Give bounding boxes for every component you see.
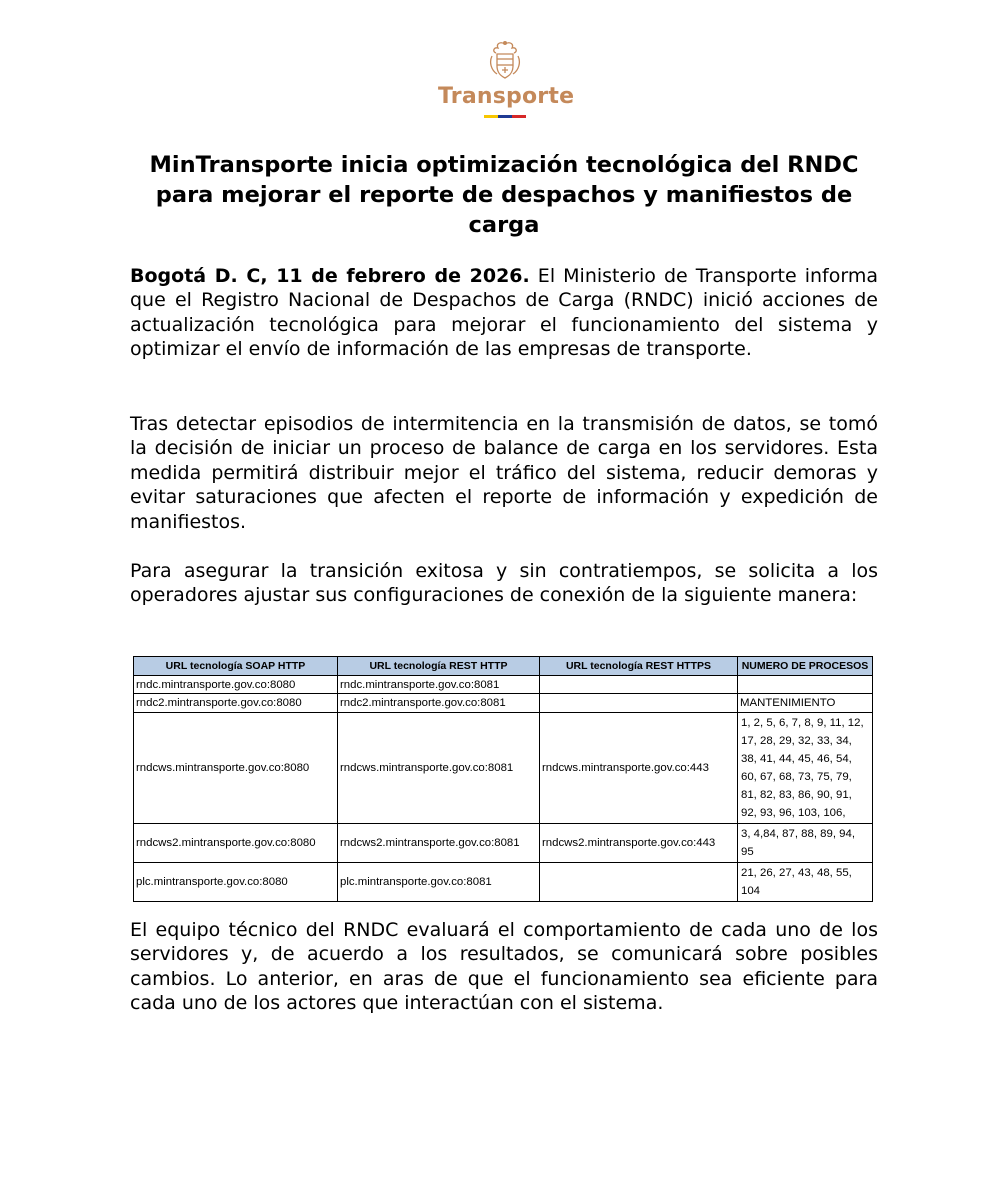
- cell-soap-url: plc.mintransporte.gov.co:8080: [134, 863, 338, 902]
- paragraph-closing: El equipo técnico del RNDC evaluará el comportamiento de cada uno de los servidores y, de acuerdo a los resultados, se comunicará sobre posibles cambios. Lo anterior, en aras de que el funcionamiento sea eficiente para cada uno de los actores que interactúan con el sistema.: [130, 919, 878, 1015]
- table-row: [134, 713, 873, 824]
- cell-processes: 3, 4,84, 87, 88, 89, 94, 95: [738, 824, 873, 863]
- table-row: [134, 863, 873, 902]
- ministry-logo: [438, 38, 575, 126]
- table-row: [134, 694, 873, 713]
- cell-https-url: [540, 676, 738, 694]
- header-process-numbers: NUMERO DE PROCESOS: [738, 657, 873, 676]
- paragraph-instructions: Para asegurar la transición exitosa y sin contratiempos, se solicita a los operadores ajustar sus configuraciones de conexión de la siguiente manera:: [130, 560, 878, 607]
- cell-soap-url: rndcws.mintransporte.gov.co:8080: [134, 713, 338, 824]
- cell-rest-url: rndc2.mintransporte.gov.co:8081: [338, 694, 540, 713]
- press-release-title: MinTransporte inicia optimización tecnológica del RNDC para mejorar el reporte de despachos y manifiestos de carga: [149, 152, 859, 238]
- flag-stripe: [484, 115, 526, 118]
- cell-processes: 1, 2, 5, 6, 7, 8, 9, 11, 12, 17, 28, 29, 32, 33, 34, 38, 41, 44, 45, 46, 54, 60, 67, 68, 73, 75, 79, 81, 82, 83, 86, 90, 91, 92, 93, 96, 103, 106,: [738, 713, 873, 824]
- dateline: Bogotá D. C, 11 de febrero de 2026.: [130, 265, 530, 287]
- cell-https-url: [540, 694, 738, 713]
- flag-yellow: [484, 115, 498, 118]
- header-rest-https: URL tecnología REST HTTPS: [540, 657, 738, 676]
- cell-soap-url: rndcws2.mintransporte.gov.co:8080: [134, 824, 338, 863]
- intro-text: El Ministerio de Transporte informa que el Registro Nacional de Despachos de Carga (RNDC) inició acciones de actualización tecnológica para mejorar el funcionamiento del sistema y optimizar el envío de información de las empresas de transporte.: [130, 265, 878, 361]
- table-row: [134, 824, 873, 863]
- coat-of-arms-icon: [485, 38, 525, 82]
- paragraph-intro: [130, 264, 878, 362]
- cell-processes: [738, 676, 873, 694]
- header-rest-http: URL tecnología REST HTTP: [338, 657, 540, 676]
- server-configuration-table: [133, 656, 873, 902]
- cell-https-url: rndcws2.mintransporte.gov.co:443: [540, 824, 738, 863]
- cell-https-url: rndcws.mintransporte.gov.co:443: [540, 713, 738, 824]
- cell-processes: 21, 26, 27, 43, 48, 55, 104: [738, 863, 873, 902]
- table-row: [134, 676, 873, 694]
- cell-rest-url: rndc.mintransporte.gov.co:8081: [338, 676, 540, 694]
- cell-rest-url: rndcws2.mintransporte.gov.co:8081: [338, 824, 540, 863]
- flag-blue: [498, 115, 512, 118]
- logo-wordmark: Transporte: [438, 84, 575, 109]
- cell-rest-url: rndcws.mintransporte.gov.co:8081: [338, 713, 540, 824]
- header-soap-http: URL tecnología SOAP HTTP: [134, 657, 338, 676]
- cell-soap-url: rndc.mintransporte.gov.co:8080: [134, 676, 338, 694]
- cell-rest-url: plc.mintransporte.gov.co:8081: [338, 863, 540, 902]
- paragraph-measures: Tras detectar episodios de intermitencia en la transmisión de datos, se tomó la decisión de iniciar un proceso de balance de carga en los servidores. Esta medida permitirá distribuir mejor el tráfico del sistema, reducir demoras y evitar saturaciones que afecten el reporte de información y expedición de manifiestos.: [130, 413, 878, 533]
- cell-https-url: [540, 863, 738, 902]
- flag-red: [512, 115, 526, 118]
- cell-soap-url: rndc2.mintransporte.gov.co:8080: [134, 694, 338, 713]
- table-header-row: [134, 657, 873, 676]
- cell-processes: MANTENIMIENTO: [738, 694, 873, 713]
